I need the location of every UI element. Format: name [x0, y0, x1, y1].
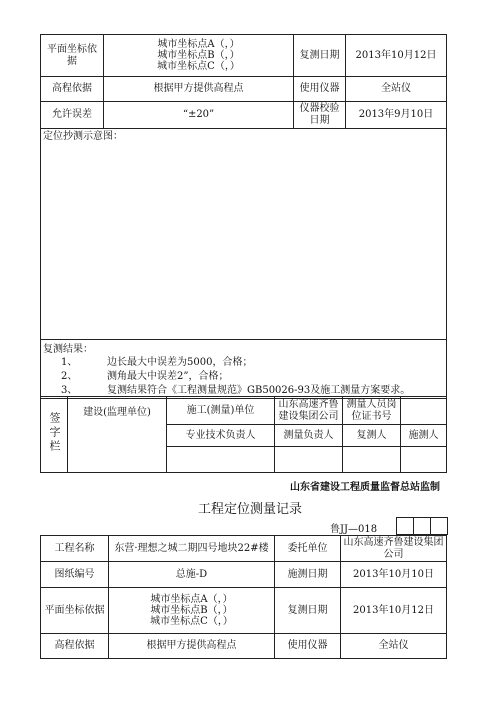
- sketch-area: [41, 129, 447, 340]
- rechecker-sign: [343, 447, 401, 473]
- cert-no-value: [401, 397, 447, 425]
- result-item-num: 3、: [61, 385, 78, 396]
- sign-label-cell: [41, 397, 68, 473]
- survey-date-label: 施测日期: [275, 562, 341, 588]
- form-city-point-a: 城市坐标点A（，）: [150, 594, 233, 605]
- elevation-basis-value: 根据甲方提供高程点: [104, 77, 294, 102]
- tolerance-value: “±20”: [104, 102, 294, 129]
- result-cell: [41, 340, 447, 399]
- plane-basis-label: 平面坐标依据: [41, 35, 104, 77]
- form-recheck-date-value: 2013年10月12日: [341, 588, 447, 634]
- code-box: [396, 517, 414, 535]
- project-name: 东营·理想之城二期四号地块22#楼: [109, 536, 275, 562]
- survey-lead-sign: [275, 447, 343, 473]
- tech-lead-sign: [167, 447, 275, 473]
- sign-label: 签字栏: [48, 411, 61, 454]
- result-title: 复测结果：: [43, 344, 93, 355]
- form-city-points-cell: [109, 588, 275, 634]
- project-label: 工程名称: [41, 536, 109, 562]
- cert-no-label: 测量人员岗位证书号: [343, 397, 401, 425]
- form-plane-basis-label: 平面坐标依据: [41, 588, 109, 634]
- recheck-date-value: 2013年10月12日: [346, 35, 447, 77]
- calibration-label: 仪器校验日期: [294, 102, 346, 129]
- drawing-number: 总施-D: [109, 562, 275, 588]
- form-table: [40, 535, 447, 659]
- client-name: 山东高速齐鲁建设集团公司: [341, 536, 447, 562]
- result-item: [43, 356, 444, 370]
- result-item-num: 2、: [61, 371, 78, 382]
- form-recheck-date-label: 复测日期: [275, 588, 341, 634]
- code-box: [413, 517, 431, 535]
- result-item-text: 边长最大中误差为5000，合格；: [107, 357, 253, 368]
- elevation-basis-label: 高程依据: [41, 77, 104, 102]
- city-point-a: 城市坐标点A（，）: [157, 39, 240, 50]
- city-point-c: 城市坐标点C（，）: [157, 61, 240, 72]
- form-city-point-c: 城市坐标点C（，）: [150, 616, 233, 627]
- result-item-num: 1、: [61, 357, 78, 368]
- rechecker-label: 复测人: [343, 425, 401, 447]
- footer-org: 山东省建设工程质量监督总站监制: [290, 482, 440, 493]
- surveyor-label: 施测人: [401, 425, 447, 447]
- form-instrument-value: 全站仪: [341, 634, 447, 659]
- tolerance-label: 允许误差: [41, 102, 104, 129]
- result-item-text: 复测结果符合《工程测量规范》GB50026-93及施工测量方案要求。: [107, 385, 411, 396]
- form-code: 鲁JJ—018: [330, 524, 378, 535]
- tech-lead-label: 专业技术负责人: [167, 425, 275, 447]
- survey-date-value: 2013年10月10日: [341, 562, 447, 588]
- upper-record-table: [40, 34, 447, 399]
- form-elevation-basis-label: 高程依据: [41, 634, 109, 659]
- drawing-label: 图纸编号: [41, 562, 109, 588]
- result-item-text: 测角最大中误差2”，合格；: [107, 371, 229, 382]
- company-name: 山东高速齐鲁建设集团公司: [275, 397, 343, 425]
- result-item: [43, 370, 444, 384]
- survey-lead-label: 测量负责人: [275, 425, 343, 447]
- form-title: 工程定位测量记录: [197, 502, 302, 517]
- signature-table: [40, 396, 447, 473]
- surveyor-sign: [401, 447, 447, 473]
- instrument-label: 使用仪器: [294, 77, 346, 102]
- instrument-value: 全站仪: [346, 77, 447, 102]
- city-point-b: 城市坐标点B（，）: [157, 50, 240, 61]
- client-label: 委托单位: [275, 536, 341, 562]
- sketch-label: 定位抄测示意图：: [43, 131, 123, 142]
- supervisor-label: 建设(监理单位): [68, 397, 167, 473]
- form-elevation-basis-value: 根据甲方提供高程点: [109, 634, 275, 659]
- code-box: [430, 517, 448, 535]
- form-instrument-label: 使用仪器: [275, 634, 341, 659]
- city-points-cell: [104, 35, 294, 77]
- construction-unit-label: 施工(测量)单位: [167, 397, 275, 425]
- form-city-point-b: 城市坐标点B（，）: [150, 605, 233, 616]
- calibration-value: 2013年9月10日: [346, 102, 447, 129]
- recheck-date-label: 复测日期: [294, 35, 346, 77]
